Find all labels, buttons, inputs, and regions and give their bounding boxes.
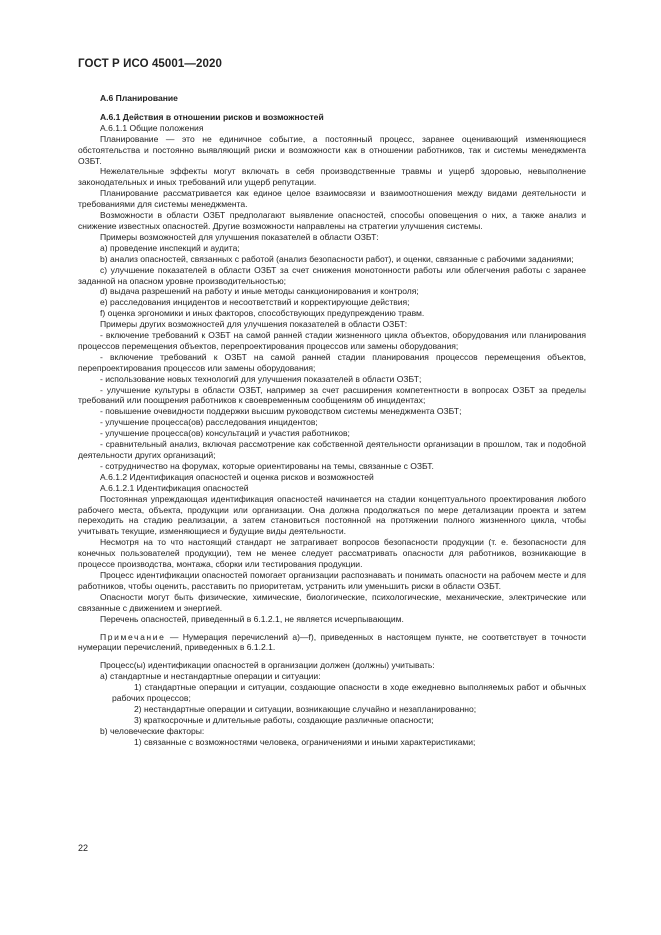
list-item: - улучшение процесса(ов) расследования инцидентов;	[100, 417, 318, 428]
note-text: — Нумерация перечислений a)—f), приведенных в настоящем пункте, не соответствует в точности нумерации перечислений, приведенных в 6.1.2.1.	[78, 631, 586, 653]
list-subitem: 3) краткосрочные и длительные работы, создающие различные опасности;	[134, 714, 434, 725]
document-body	[78, 93, 586, 748]
list-item: b) анализ опасностей, связанных с работой (анализ безопасности работ), и оценки, связанные с рабочими заданиями;	[100, 253, 574, 264]
paragraph: Примеры других возможностей для улучшения показателей в области ОЗБТ:	[100, 319, 408, 330]
subsection-heading: А.6.1.2.1 Идентификация опасностей	[100, 482, 249, 493]
list-item: - сотрудничество на форумах, которые ориентированы на темы, связанные с ОЗБТ.	[100, 460, 434, 471]
list-item: - улучшение культуры в области ОЗБТ, например за счет расширения компетентности в вопросах ОЗБТ за пределы требований или поощрения работников к своевременным сообщениям об инцидентах;	[78, 384, 586, 406]
list-item: a) проведение инспекций и аудита;	[100, 242, 240, 253]
list-item: c) улучшение показателей в области ОЗБТ за счет снижения монотонности работы или облегчения работы с заранее заданной на опасном уровне производительностью;	[78, 264, 586, 286]
paragraph: Планирование рассматривается как единое целое взаимосвязи и взаимоотношения между видами деятельности и требованиями для системы менеджмента.	[78, 188, 586, 210]
standard-header: ГОСТ Р ИСО 45001—2020	[78, 58, 223, 70]
paragraph: Опасности могут быть физические, химические, биологические, психологические, механические, электрические или связанные с движением и энергией.	[78, 591, 586, 613]
list-subitem: 2) нестандартные операции и ситуации, возникающие случайно и незапланированно;	[134, 703, 477, 714]
paragraph: Процесс(ы) идентификации опасностей в организации должен (должны) учитывать:	[100, 660, 435, 671]
list-item: a) стандартные и нестандартные операции и ситуации:	[100, 671, 321, 682]
paragraph: Постоянная упреждающая идентификация опасностей начинается на стадии концептуального проектирования любого рабочего места, объекта, продукции или организации. Она должна продолжаться по мере детализации проекта и затем переходить на стадию реализации, а затем становиться постоянной на протяжении полного жизненного цикла, чтобы учитывать текущие, изменяющиеся и будущие виды деятельности.	[78, 493, 586, 537]
paragraph: А.6.1.1 Общие положения	[100, 122, 204, 133]
paragraph: Нежелательные эффекты могут включать в себя производственные травмы и ущерб здоровью, невыполнение законодательных и иных требований или ущерб репутации.	[78, 166, 586, 188]
list-item: - включение требований к ОЗБТ на самой ранней стадии планирования процессов перемещения объектов, перепроектирования процессов или замены оборудования;	[78, 351, 586, 373]
page-number: 22	[78, 843, 89, 853]
list-item: d) выдача разрешений на работу и иные методы санкционирования и контроля;	[100, 286, 419, 297]
list-item: - сравнительный анализ, включая рассмотрение как собственной деятельности организации в прошлом, так и подобной деятельности других организаций;	[78, 439, 586, 460]
list-item: - улучшение процесса(ов) консультаций и участия работников;	[100, 428, 350, 439]
paragraph: Процесс идентификации опасностей помогает организации распознавать и понимать опасности на рабочем месте и для работников, чтобы оценить, расставить по приоритетам, устранить или уменьшить риски в области ОЗБТ.	[78, 569, 586, 591]
note	[78, 632, 586, 654]
paragraph: Возможности в области ОЗБТ предполагают выявление опасностей, способы оповещения о них, а также анализ и снижение известных опасностей. Другие возможности направлены на стратегии улучшения системы.	[78, 210, 586, 231]
paragraph: Планирование — это не единичное событие, а постоянный процесс, заранее оценивающий изменяющиеся обстоятельства и постоянно выявляющий риски и возможности как в отношении работников, так и системы менеджмента ОЗБТ.	[78, 133, 586, 166]
note-label: Примечание	[100, 631, 166, 642]
subsection-title: А.6.1 Действия в отношении рисков и возможностей	[100, 111, 324, 122]
section-title: А.6 Планирование	[100, 93, 178, 103]
list-subitem: 1) стандартные операции и ситуации, создающие опасности в ходе ежедневно выполняемых работ и обычных рабочих процессов;	[112, 682, 586, 704]
list-subitem: 1) связанные с возможностями человека, ограничениями и иными характеристиками;	[134, 736, 476, 747]
list-item: - использование новых технологий для улучшения показателей в области ОЗБТ;	[100, 373, 422, 384]
paragraph: Несмотря на то что настоящий стандарт не затрагивает вопросов безопасности продукции (т. е. безопасности для конечных пользователей продукции), тем не менее следует рассматривать опасности для работников, возникающие в процессе производства, монтажа, сборки или тестирования продукции.	[78, 537, 586, 570]
subsection-heading: А.6.1.2 Идентификация опасностей и оценка рисков и возможностей	[100, 471, 374, 482]
list-item: f) оценка эргономики и иных факторов, способствующих предупреждению травм.	[100, 308, 425, 319]
list-item: - включение требований к ОЗБТ на самой ранней стадии жизненного цикла объектов, оборудования или планирования процессов перемещения объектов, перепроектирования процессов или замены оборудования;	[78, 330, 586, 351]
paragraph: Перечень опасностей, приведенный в 6.1.2.1, не является исчерпывающим.	[100, 613, 404, 624]
list-item: e) расследования инцидентов и несоответствий и корректирующие действия;	[100, 297, 410, 308]
paragraph: Примеры возможностей для улучшения показателей в области ОЗБТ:	[100, 231, 379, 242]
list-item: b) человеческие факторы:	[100, 725, 205, 736]
list-item: - повышение очевидности поддержки высшим руководством системы менеджмента ОЗБТ;	[100, 406, 462, 417]
